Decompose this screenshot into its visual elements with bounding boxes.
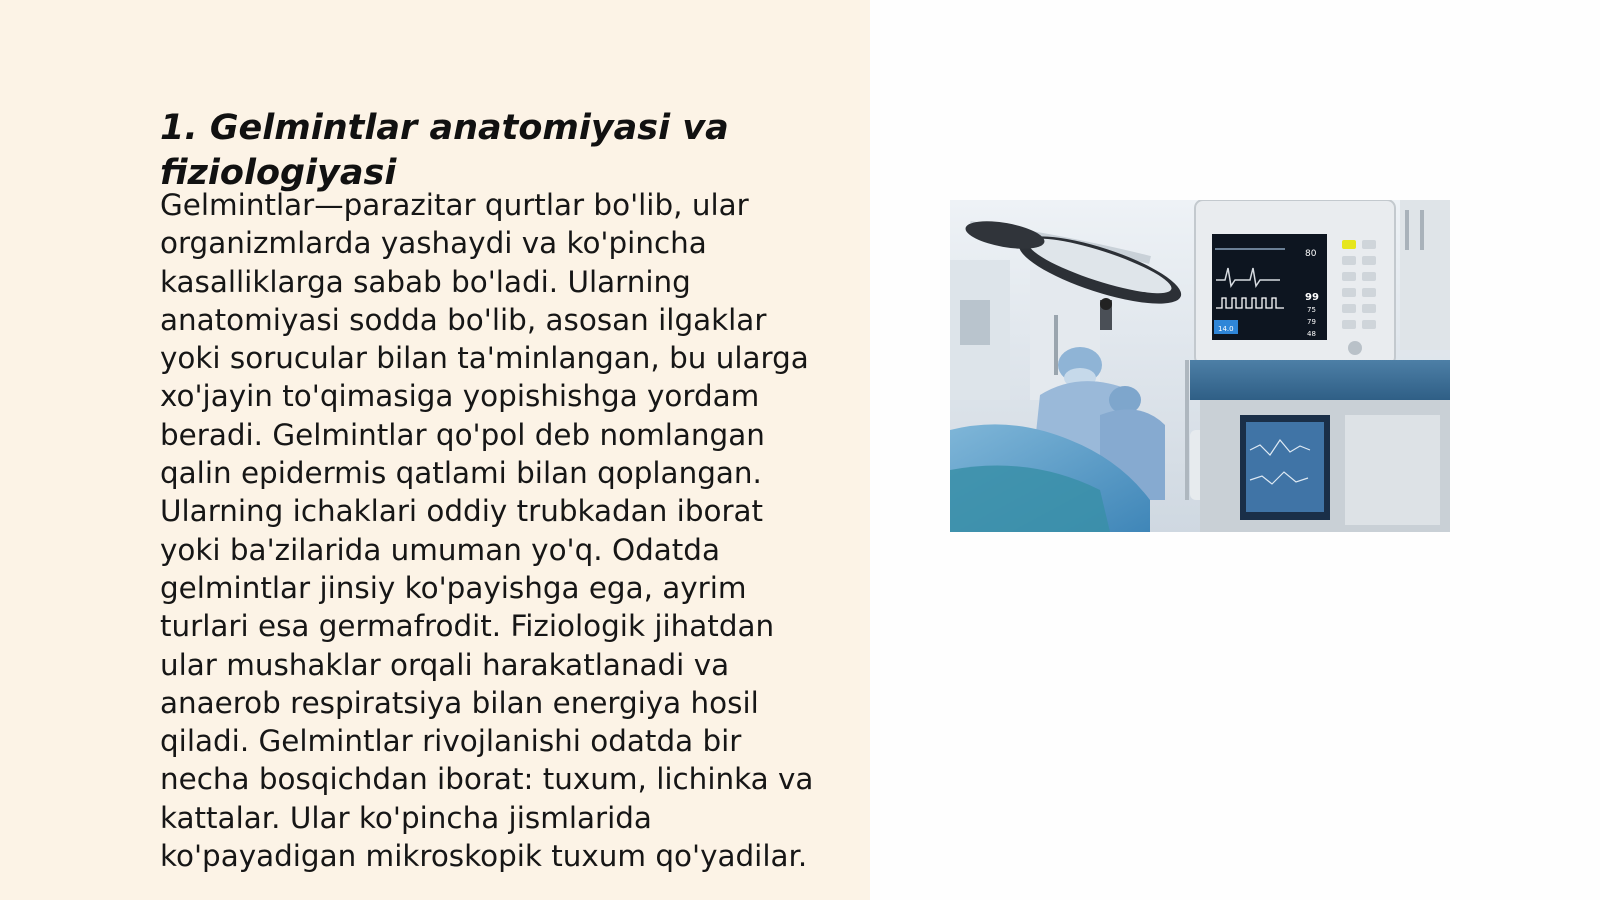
monitor-bottom-value: 14.0 [1218, 325, 1234, 333]
patient-monitor [1195, 200, 1395, 365]
operating-room-illustration [950, 200, 1450, 532]
monitor-reading-2: 99 [1305, 292, 1319, 303]
monitor-reading-1: 80 [1305, 249, 1317, 259]
operating-room-photo [950, 200, 1450, 532]
monitor-reading-4: 79 [1307, 318, 1316, 326]
slide-title: 1. Gelmintlar anatomiyasi va fiziologiyasi [160, 108, 729, 193]
anesthesia-cart [1190, 360, 1450, 532]
slide-body-text: Gelmintlar—parazitar qurtlar bo'lib, ular organizmlarda yashaydi va ko'pincha kasalliklarga sabab bo'ladi. Ularning anatomiyasi sodda bo'lib, asosan ilgaklar yoki sorucular bilan ta'minlangan, bu ularga xo'jayin to'qimasiga yopishishga yordam beradi. Gelmintlar qo'pol deb nomlangan qalin epidermis qatlami bilan qoplangan. Ularning ichaklari oddiy trubkadan iborat yoki ba'zilarida umuman yo'q. Odatda gelmintlar jinsiy ko'payishga ega, ayrim turlari esa germafrodit. Fiziologik jihatdan ular mushaklar orqali harakatlanadi va anaerob respiratsiya bilan energiya hosil qiladi. Gelmintlar rivojlanishi odatda bir necha bosqichdan iborat: tuxum, lichinka va kattalar. Ular ko'pincha jismlarida ko'payadigan mikroskopik tuxum qo'yadilar. [160, 188, 814, 874]
monitor-reading-5: 48 [1307, 330, 1316, 338]
monitor-reading-3: 75 [1307, 306, 1316, 314]
